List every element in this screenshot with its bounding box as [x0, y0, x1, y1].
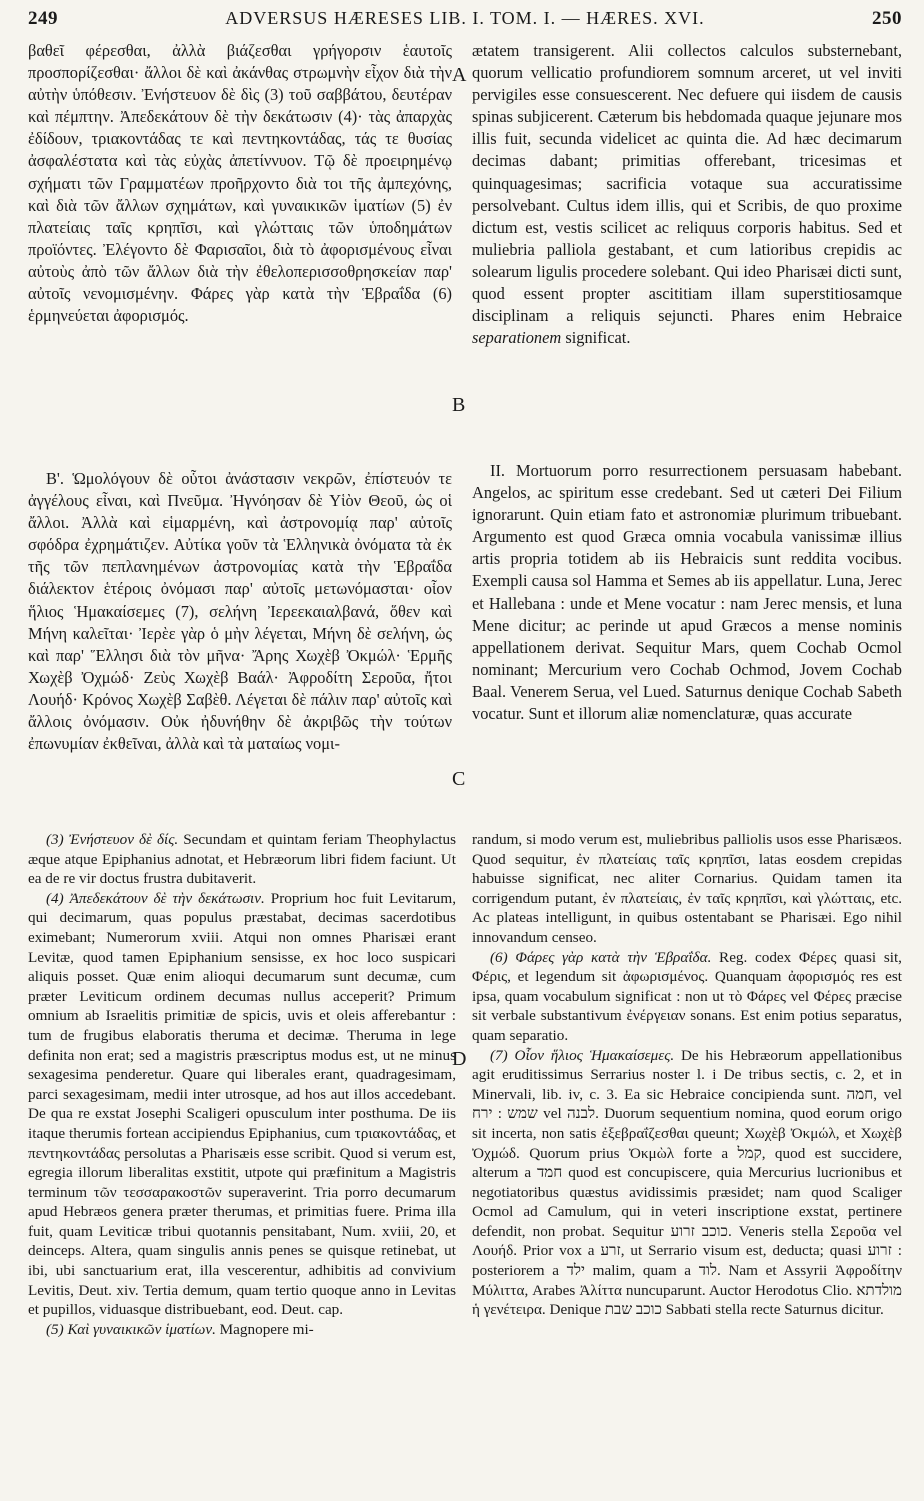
footnote-text: randum, si modo verum est, muliebribus palliolis usos esse Pharisæos. Quod sequitur, ἐν πλατείαις ταῖς κρηπῖσι, latas eosdem crepidas habuisse significat, nec aliter Cornarius. Quidam tamen ita corrigendum putant, ἐν πλατείαις, ἐν ταῖς κρηπῖσι, καὶ γλώτταις, etc. Ac plateas intelligunt, in quibus ostentabant se Pharisæi. Ego nihil innovandum censeo. [472, 831, 902, 946]
greek-paragraph-1: βαθεῖ φέρεσθαι, ἀλλὰ βιάζεσθαι γρήγορσιν ἑαυτοῖς προσπορίζεσθαι· ἄλλοι δὲ καὶ ἀκάνθας στρωμνὴν εἶχον διὰ τὴν αὐτὴν ὑπόθεσιν. Ἐνήστευον δὲ δὶς (3) τοῦ σαββάτου, δευτέραν καὶ πέμπτην. Ἀπεδεκάτουν δὲ τὴν δεκάτωσιν (4)· τὰς ἀπαρχὰς ἐδίδουν, τριακοντάδας τε καὶ πεντηκοντάδας, τάς τε θυσίας ἀσφαλέστατα καὶ τὰς εὐχὰς ἀπετίννυον. Τῷ δὲ προειρημένῳ σχήματι τῶν Γραμματέων προῆρχοντο διὰ τοι τῆς ἀμπεχόνης, καὶ διὰ τῶν ἄλλων σχημάτων, καὶ γυναικικῶν ἱματίων (5) ἐν πλατείαις ταῖς κρηπῖσι, καὶ γλώτταις τῶν ὑποδημάτων προϊόντες. Ἐλέγοντο δὲ Φαρισαῖοι, διὰ τὸ ἀφορισμένους εἶναι αὐτοὺς ἀπὸ τῶν ἄλλων διὰ τὴν ἐθελοπερισσοθρησκείαν παρ' αὐτοῖς νενομισμένην. Φάρες γὰρ κατὰ τὴν Ἑβραΐδα (6) ἑρμηνεύεται ἀφορισμός. [28, 41, 452, 326]
margin-marker-c: C [452, 768, 466, 790]
footnote [472, 948, 902, 1046]
running-title: ADVERSUS HÆRESES LIB. I. TOM. I. — HÆRES. XVI. [225, 8, 705, 28]
page-number-right: 250 [871, 8, 902, 29]
footnote-text: Proprium hoc fuit Levitarum, qui decimarum, quas populus præstabat, decimas sacerdotibus eximebant; Numerorum xviii. Atqui non omnes Pharisæi erant Levitæ, quod tamen Epiphanium sensisse, ex hoc loco suspicari aliquis posset. Quæ enim alioqui decumarum sunt decumæ, cum præter Leviticum ordinem decumas nullus acceperit? Primum omnium ab Israelitis primitiæ de spicis, uvis et oleis afferebantur : tum de frugibus elaboratis theruma et decimæ. Theruma in lege definita non erat; sed a magistris præscriptus modus est, ut ne minus sexagesima penderetur. Quare qui liberales erant, quadragesimam, parci sexagesimam, medii inter utrosque, ad hos aut illos accedebant. De qua re exstat Josephi Scaligeri opusculum inter posthuma. De iis itaque therumis fortean accipiendus Epiphanius, cum τριακοντάδας, et πεντηκοντάδας persolutas a Pharisæis esse scribit. Quod si verum est, egregia illorum liberalitas exstitit, utpote qui præfinitum a Magistris terminum τῶν τεσσαρακοστῶν superaverint. Tria porro decumarum apud Hebræos genera præter therumas, et primitias fuere. Prima illa fuit, quam Leviticæ tribui quotannis pensitabant, Num. xviii, 20, et deinceps. Altera, quam singulis annis penes se quisque retinebat, ut ibi, ubi sanctuarium erat, illa vescerentur, adhibitis ad convivium Levitis, Deut. xiv. Tertia demum, quam tertio quoque anno in Levitas et pupillos, viduasque distribuebant, eod. Deut. cap. [28, 889, 456, 1319]
latin-paragraph-1-text: ætatem transigerent. Alii collectos calculos substernebant, quorum vellicatio profundiorem somnum arceret, ut vel inviti pervigiles esse consuescerent. Nec defuere qui iisdem de causis spinas subjicerent. Cæterum bis hebdomada quaque jejunare mos illis fuit, secunda videlicet ac quinta die. Ad hæc decimarum decimas dabant; primitias offerebant, tricesimas et quinquagesimas; sacrificia votaque sua accuratissime persolvebant. Cultus idem illis, qui et Scribis, de quo proxime dictum est, vestis scilicet ac reliquus corporis habitus. Sed et muliebria palliola gestabant, et cum latioribus crepidis ac solearum ligulis procedere solebant. Qui ideo Pharisæi dicti sunt, quod essent propter ascititiam illam superstitiosamque disciplinam a reliquis sejuncti. Phares enim Hebraice [472, 41, 902, 326]
margin-marker-b: B [452, 394, 466, 416]
page-number-left: 249 [28, 8, 58, 29]
footnote-lemma: (7) Οἷον ἥλιος Ἡμακαίσεμες. [490, 1046, 675, 1064]
footnote-text: Magnopere mi- [215, 1320, 314, 1338]
latin-column-part-2 [472, 460, 902, 823]
latin-paragraph-1-italic: separationem [472, 328, 562, 348]
running-header [28, 8, 902, 38]
footnote-lemma: (3) Ἐνήστευον δὲ δίς. [46, 831, 179, 848]
footnote-lemma: (5) Καὶ γυναικικῶν ἱματίων. [46, 1320, 216, 1338]
footnote-text: Secundam et quintam feriam Theophylactus æque atque Epiphanius adnotat, et Hebræorum libri fidem faciunt. Ut ea de re vir doctus frustra dubitaverit. [28, 831, 456, 888]
footnote [28, 830, 456, 889]
latin-paragraph-1-end: significat. [561, 328, 631, 348]
greek-paragraph-2: Β'. Ὡμολόγουν δὲ οὗτοι ἀνάστασιν νεκρῶν, ἐπίστευόν τε ἀγγέλους εἶναι, καὶ Πνεῦμα. Ἠγνόησαν δὲ Υἱὸν Θεοῦ, ὡς οἱ ἄλλοι. Ἀλλὰ καὶ εἱμαρμένη, καὶ ἀστρονομίᾳ παρ' αὐτοῖς σφόδρα ἐχρημάτιζεν. Αὐτίκα γοῦν τὰ Ἑλληνικὰ ὀνόματα τὰ ἐκ τῆς τῶν πεπλανημένων ἀστρονομίας κατὰ τὴν Ἑβραΐδα διάλεκτον ἑτέροις ὀνόμασι παρ' αὐτοῖς μετωνόμασται· οἷον ἥλιος Ἡμακαίσεμες (7), σελήνη Ἰερεεκαιαλβανά, ὅθεν καὶ Μήνη καλεῖται· Ἰερὲε γὰρ ὁ μὴν λέγεται, Μήνη δὲ σελήνη, ὡς καὶ παρ' Ἕλλησι διὰ τὸν μῆνα· Ἄρης Χωχὲβ Ὀκμώλ· Ἑρμῆς Χωχὲβ Ὀχμώδ· Ζεὺς Χωχὲβ Βαάλ· Ἀφροδίτη Σεροῦα, ἤτοι Λουήδ· Κρόνος Χωχὲβ Σαβὲθ. Λέγεται δὲ πάλιν παρ' αὐτοῖς καὶ ἄλλοις ὀνόμασιν. Οὐκ ἠδυνήθην δὲ ἀκριβῶς τὴν τούτων ἐπωνυμίαν ἐκθεῖναι, ἀλλὰ καὶ τὰ ματαίως νομι- [28, 469, 452, 754]
footnotes-right [472, 830, 902, 1495]
margin-marker-d: D [452, 1048, 467, 1070]
margin-marker-a: A [452, 64, 467, 86]
footnote-lemma: (4) Ἀπεδεκάτουν δὲ τὴν δεκάτωσιν. [46, 889, 265, 907]
footnotes-left [28, 830, 456, 1495]
footnote-text: Reg. codex Φέρες quasi sit, Φέρις, et legendum sit ἀφωρισμένος. Quanquam ἀφορισμός res est ipsa, quam vocabulum significat : non ut τὸ Φάρες vel Φέρες præcise sit verbale substantivum ἐνέργειαν sonans. Est enim potius separatus, quam separatio. [472, 948, 902, 1044]
latin-column-part-1 [472, 40, 902, 432]
footnote-lemma: (6) Φάρες γὰρ κατὰ τὴν Ἑβραΐδα. [490, 948, 712, 966]
footnote [28, 889, 456, 1320]
footnote [472, 1046, 902, 1320]
footnote-text: De his Hebræorum appellationibus agit eruditissimus Serrarius noster l. i De tribus sectis, c. 2, et in Minervali, lib. iv, c. 3. Ea sic Hebraice concipienda sunt. חמה, vel שמש : ירח vel לבנה. Duorum sequentium nomina, quod eorum origo sit incerta, non satis ἐξεβραΐζεσθαι queunt; Χωχὲβ Ὀκμώλ, et Χωχὲβ Ὀχμώδ. Quorum prius Ὀκμὼλ forte a קמל, quod est succidere, alterum a חמד quod est concupiscere, quia Mercurius lucrionibus et negotiatoribus quæstus avidissimis præsidet; nam quod Scaliger Ocmol ad Camulum, qui in veteri inscriptione exstat, pertinere defendit, non probat. Sequitur כוכב זרוע. Veneris stella Σεροῦα vel Λουήδ. Prior vox a זרע, ut Serrario visum est, deducta; quasi זרוע : posteriorem a ילד malim, quam a לוד. Nam et Assyrii Ἀφροδίτην Μύλιττα, Arabes Ἀλίττα nuncuparunt. Auctor Herodotus Clio. מולדתא ἡ γενέτειρα. Denique כוכב שבת Sabbati stella recte Saturnus dicitur. [472, 1046, 902, 1319]
latin-paragraph-1 [472, 40, 902, 349]
latin-paragraph-2: II. Mortuorum porro resurrectionem persuasam habebant. Angelos, ac spiritum esse credebant. Sed ut cæteri Dei Filium ignorarunt. Quin etiam fato et astronomiæ plurimum tribuebant. Argumento est quod Græca omnia vocabula vanissimæ illius artis propria totidem ab iis Hebraicis sunt reddita vocibus. Exempli causa sol Hamma et Semes ab iis appellatur. Luna, Jerec et Hallebana : unde et Mene vocatur : nam Jerec mensis, et luna Mene dicitur; ac perinde ut apud Græcos a mense nominis appellationem derivat. Sequitur Mars, quem Cochab Ocmol nominant; Mercurium vero Cochab Ochmod, Jovem Cochab Baal. Venerem Serua, vel Lued. Saturnus denique Cochab Sabeth vocatur. Sunt et illorum aliæ nomenclaturæ, quas accurate [472, 461, 902, 724]
footnote [472, 830, 902, 948]
greek-column-part-1 [28, 40, 452, 402]
footnote [28, 1320, 456, 1340]
greek-column-part-2 [28, 468, 452, 823]
